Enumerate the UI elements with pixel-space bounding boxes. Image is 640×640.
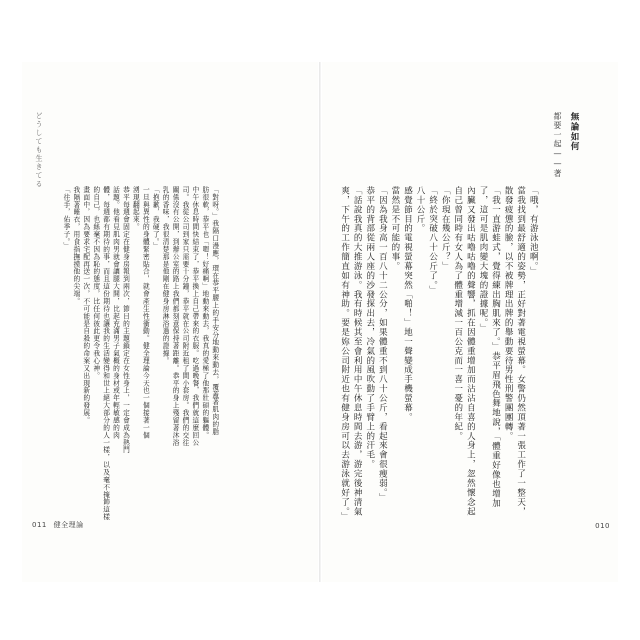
paragraph: 關係沒有公開，到辦公室的路上我們都刻意保持著距離。恭平的身上殘留著沐浴 <box>171 186 180 447</box>
paragraph: 爽，下午的工作簡直如有神助。要是妳公司附近也有健身房可以去游泳就好了。」 <box>339 186 350 522</box>
page-number: 011 <box>32 521 47 529</box>
left-page-footer <box>32 520 84 530</box>
paragraph: 「因為我身高一百八十二公分，如果體重不到八十公斤，看起來會很瘦弱。」 <box>377 186 388 503</box>
book-author: 都要一起——著 <box>553 112 562 179</box>
book-gutter <box>319 62 321 582</box>
paragraph: 體，每週都有期待的事，而且這份期待也讓我的生活變得和世上絕大部分的人一樣，以及毫不掩飾這樣 <box>101 186 110 521</box>
paragraph: 恭平每週會固定在健身房報到兩次，節目的主題鎖定在女性身上，一定會成為熱門 <box>121 186 130 454</box>
paragraph: 當然是不可能的事。 <box>389 186 400 271</box>
paragraph: 「往手，佑季子。」 <box>61 186 70 250</box>
right-page-body <box>338 186 539 522</box>
right-page-footer <box>595 522 610 530</box>
running-head: どうしても生きてる <box>35 112 43 189</box>
paragraph: 「我一直游蛙式，覺得練出胸肌來了。」恭平眉飛色舞地說，「體重好像也增加 <box>490 186 501 508</box>
paragraph: 感覺節目的電視螢幕突然「啪！」地一聲變成手機螢幕。 <box>402 186 413 422</box>
paragraph: 湧現翻起來。 <box>131 186 140 231</box>
paragraph: 當我找到最舒適的姿勢，正好對著電視螢幕。女警仍然頂著一張工作了一整天， <box>515 186 526 517</box>
paragraph: 「你現在幾公斤？」 <box>440 186 451 271</box>
page-number: 010 <box>595 522 610 530</box>
paragraph: 了，這可是肌肉變大塊的證據呢。」 <box>477 186 488 333</box>
paragraph: 「話說我真的大推游泳。我有時候其至會利用中午休息時間去游，游完後神清氣 <box>352 186 363 517</box>
book-title: 無論如何 <box>569 112 579 152</box>
paragraph: 話題。他看見肌肉男就會讓腿大開，比起充滿男子氣概的身材或年輕敏感的肉 <box>111 186 120 439</box>
paragraph: 八十公斤。 <box>415 186 426 234</box>
paragraph: 畫面中，因為要求宅配再送一次，不可能是自殺的命案又出現新的發展。 <box>81 186 90 424</box>
paragraph: 「抱歉，我硬了。」 <box>151 186 160 250</box>
paragraph: 自己曾同時有女人為了體重增減一百公克而一喜一憂的年紀。 <box>452 186 463 441</box>
paragraph: 「哦，有游泳池啊。」 <box>528 186 539 277</box>
paragraph: 我隔著睡衣，用食指撫摸他的尖端。 <box>71 186 80 305</box>
paragraph: 「終於突破八十公斤了。」 <box>427 186 438 295</box>
paragraph: 司。我從公司到家只需要十分鐘，恭平就在公司附近租了間小套房。我們的交往 <box>180 186 189 447</box>
left-page-body <box>60 186 219 521</box>
paragraph: 乳的香味，我很清楚那是他剛在健身房淋浴過的證據。 <box>161 186 170 365</box>
paragraph: 中午休息時間快結束了，恭平換上自己帶來的衣服。吃過晚餐，我們就這麼回公 <box>190 186 199 447</box>
paragraph: 恭平的背部從兩人座的沙發探出去，冷氣的風吹動了手臂上的汗毛。 <box>364 186 375 470</box>
paragraph: 「對呀。」我隔口漫應，環在恭平腰上的手安分地動來動去，覆蓋著肌肉的脂 <box>210 186 219 436</box>
paragraph: 一旦與異性的身體緊密貼合，就會產生性衝動。健全理論今天也一個接著一個 <box>141 186 150 439</box>
footer-section-title: 健全理論 <box>53 521 84 529</box>
paragraph: 內臟又發出咕嚕咕嚕的聲響，抓在因體重增加而沾沾自喜的人身上，忽然懷念起 <box>465 186 476 517</box>
paragraph: 散發疲憊的臉，以不被牌理出牌的舉動要待男性刑警團團轉。 <box>503 186 514 441</box>
paragraph: 肪很軟，恭平也「嗯！好痛啊」地動來動去，我真的愛極了他那壯碩的軀體。 <box>200 186 209 439</box>
paragraph: 的自己，也絲毫不因為恥的態度，比任何彼此更令我心神。 <box>91 186 100 380</box>
